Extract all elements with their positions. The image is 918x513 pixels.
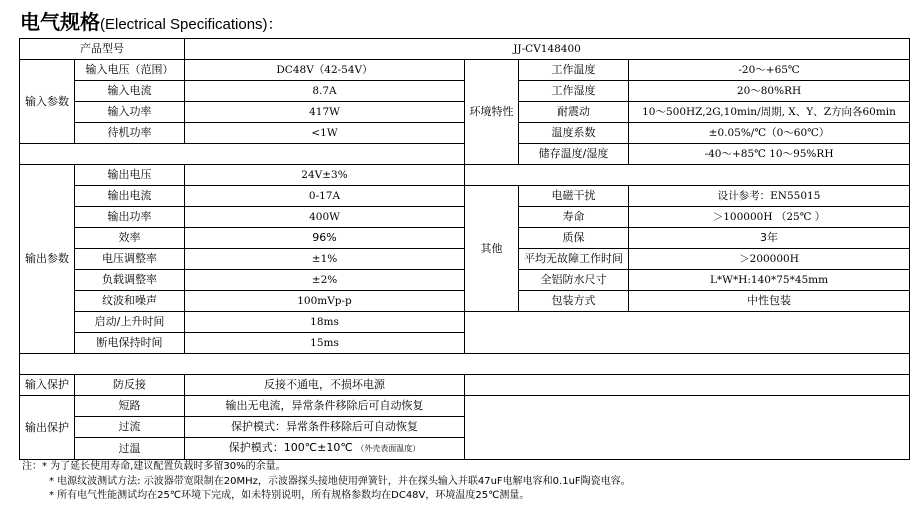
output-label: 启动/上升时间 — [75, 312, 185, 333]
other-label: 包装方式 — [519, 291, 629, 312]
output-protect-label: 过温 — [75, 438, 185, 460]
other-label: 全铝防水尺寸 — [519, 270, 629, 291]
table-row — [20, 396, 910, 417]
env-value: -20～+65℃ — [629, 60, 910, 81]
table-row — [20, 375, 910, 396]
note-text: * 为了延长使用寿命,建议配置负载时多留30%的余量。 — [42, 461, 286, 472]
other-value: L*W*H:140*75*45mm — [629, 270, 910, 291]
other-label: 寿命 — [519, 207, 629, 228]
output-protect-value-cell — [185, 438, 465, 460]
output-value: 96% — [185, 228, 465, 249]
output-value: 100mVp-p — [185, 291, 465, 312]
output-label: 负载调整率 — [75, 270, 185, 291]
table-row — [20, 354, 910, 375]
output-value: 400W — [185, 207, 465, 228]
env-value: 10～500HZ,2G,10min/周期, X、Y、Z方向各60min — [629, 102, 910, 123]
table-row — [20, 39, 910, 60]
output-value: 18ms — [185, 312, 465, 333]
other-value: 3年 — [629, 228, 910, 249]
model-label: 产品型号 — [20, 39, 185, 60]
input-protect-group-label: 输入保护 — [20, 375, 75, 396]
env-label: 耐震动 — [519, 102, 629, 123]
output-protect-note: （外壳表面温度） — [356, 444, 421, 453]
output-protect-value: 保护模式：100℃±10℃ — [228, 441, 353, 454]
output-label: 电压调整率 — [75, 249, 185, 270]
output-label: 效率 — [75, 228, 185, 249]
page-title — [20, 6, 283, 35]
output-group-label: 输出参数 — [20, 165, 75, 354]
note-line: * 电源纹波测试方法: 示波器带宽限制在20MHz，示波器探头接地使用弹簧针，并在探头输入并联47uF电解电容和0.1uF陶瓷电容。 — [49, 475, 631, 487]
note-line — [22, 460, 631, 475]
other-value: 设计参考：EN55015 — [629, 186, 910, 207]
env-label: 温度系数 — [519, 123, 629, 144]
env-label: 储存温度/湿度 — [519, 144, 629, 165]
spacer-cell — [465, 312, 910, 354]
output-label: 纹波和噪声 — [75, 291, 185, 312]
output-value: ±2% — [185, 270, 465, 291]
env-group-label: 环境特性 — [465, 60, 519, 165]
output-label: 输出电压 — [75, 165, 185, 186]
spacer-cell — [465, 375, 910, 396]
notes — [22, 460, 631, 504]
output-label: 断电保持时间 — [75, 333, 185, 354]
input-value: 8.7A — [185, 81, 465, 102]
spacer-cell — [20, 144, 465, 165]
other-group-label: 其他 — [465, 186, 519, 312]
table-row — [20, 60, 910, 81]
table-row — [20, 312, 910, 333]
note-line: * 所有电气性能测试均在25℃环境下完成，如未特别说明，所有规格参数均在DC48V，环境温度25℃测量。 — [49, 490, 530, 501]
input-label: 待机功率 — [75, 123, 185, 144]
env-value: 20～80%RH — [629, 81, 910, 102]
env-value: ±0.05%/℃（0～60℃） — [629, 123, 910, 144]
spacer-cell — [20, 354, 910, 375]
input-value: DC48V（42-54V） — [185, 60, 465, 81]
output-protect-label: 短路 — [75, 396, 185, 417]
output-value: 15ms — [185, 333, 465, 354]
input-group-label: 输入参数 — [20, 60, 75, 144]
output-value: 24V±3% — [185, 165, 465, 186]
output-value: ±1% — [185, 249, 465, 270]
output-protect-label: 过流 — [75, 417, 185, 438]
input-value: <1W — [185, 123, 465, 144]
table-row — [20, 165, 910, 186]
other-value: 中性包装 — [629, 291, 910, 312]
model-value: JJ-CV148400 — [185, 39, 910, 60]
env-label: 工作温度 — [519, 60, 629, 81]
output-label: 输出电流 — [75, 186, 185, 207]
other-label: 平均无故障工作时间 — [519, 249, 629, 270]
output-protect-value: 输出无电流，异常条件移除后可自动恢复 — [185, 396, 465, 417]
input-value: 417W — [185, 102, 465, 123]
env-value: -40～+85℃ 10～95%RH — [629, 144, 910, 165]
output-value: 0-17A — [185, 186, 465, 207]
input-protect-label: 防反接 — [75, 375, 185, 396]
spacer-cell — [465, 396, 910, 460]
output-protect-group-label: 输出保护 — [20, 396, 75, 460]
spacer-cell — [465, 165, 910, 186]
input-protect-value: 反接不通电，不损坏电源 — [185, 375, 465, 396]
notes-prefix: 注： — [22, 461, 42, 472]
table-row — [20, 186, 910, 207]
input-label: 输入功率 — [75, 102, 185, 123]
output-protect-value: 保护模式：异常条件移除后可自动恢复 — [185, 417, 465, 438]
other-value: ＞200000H — [629, 249, 910, 270]
spec-table — [19, 38, 910, 460]
other-label: 电磁干扰 — [519, 186, 629, 207]
other-label: 质保 — [519, 228, 629, 249]
input-label: 输入电流 — [75, 81, 185, 102]
title-zh: 电气规格 — [20, 10, 100, 34]
env-label: 工作湿度 — [519, 81, 629, 102]
input-label: 输入电压（范围） — [75, 60, 185, 81]
output-label: 输出功率 — [75, 207, 185, 228]
other-value: ＞100000H （25℃ ） — [629, 207, 910, 228]
title-en: (Electrical Specifications)： — [100, 16, 283, 33]
